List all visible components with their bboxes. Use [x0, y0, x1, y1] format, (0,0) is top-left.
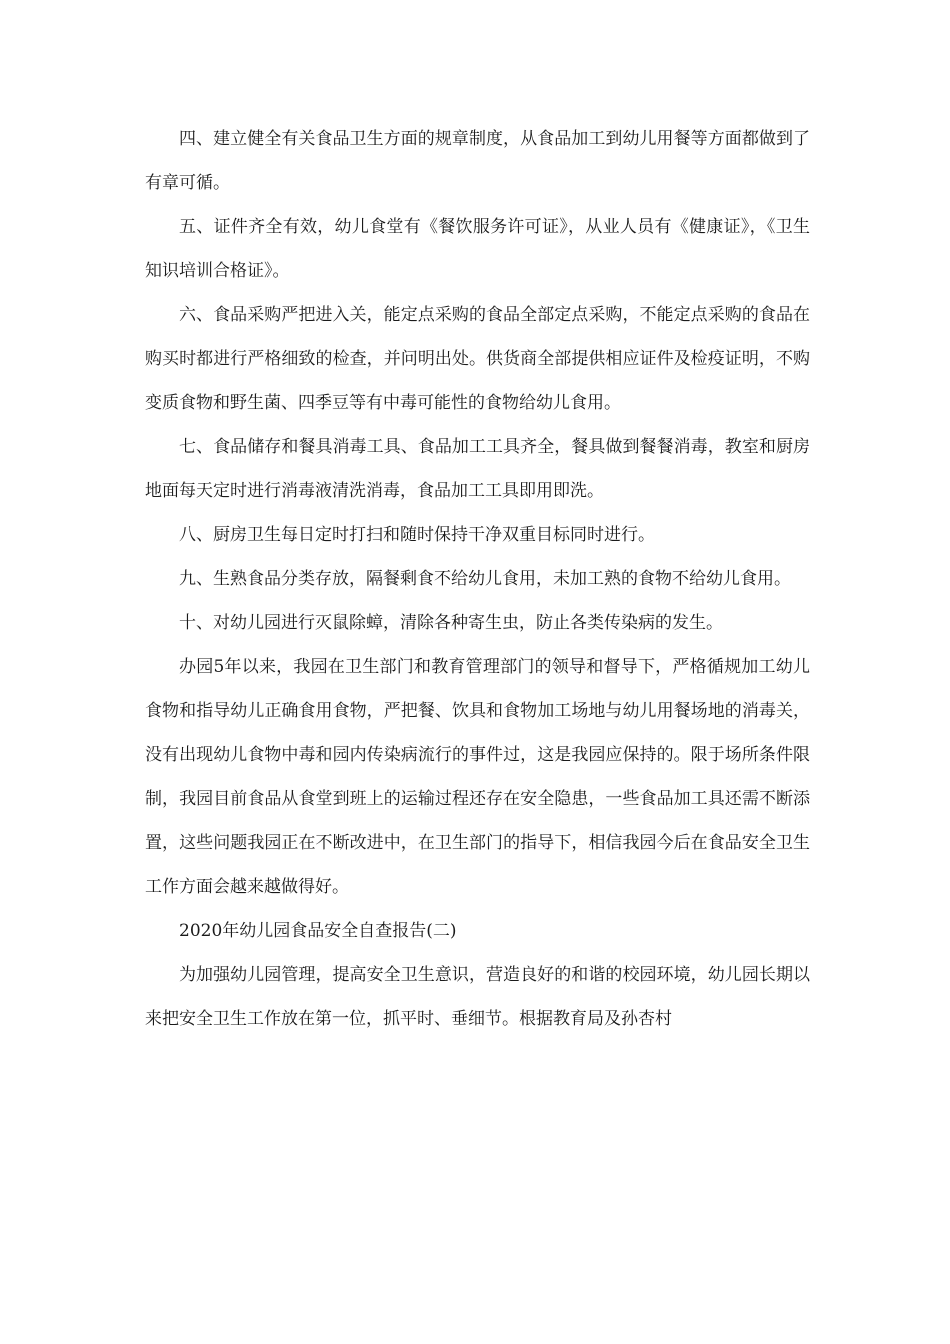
paragraph-rule-7: 七、食品储存和餐具消毒工具、食品加工工具齐全，餐具做到餐餐消毒，教室和厨房地面每天定时进行消毒液清洗消毒，食品加工工具即用即洗。 [145, 437, 810, 501]
section-heading-report-2: 2020年幼儿园食品安全自查报告(二) [179, 921, 457, 941]
paragraph-rule-9: 九、生熟食品分类存放，隔餐剩食不给幼儿食用，未加工熟的食物不给幼儿食用。 [179, 569, 791, 589]
paragraph-rule-10: 十、对幼儿园进行灭鼠除蟑，清除各种寄生虫，防止各类传染病的发生。 [179, 613, 723, 633]
paragraph-intro-report-2: 为加强幼儿园管理，提高安全卫生意识，营造良好的和谐的校园环境，幼儿园长期以来把安全卫生工作放在第一位，抓平时、垂细节。根据教育局及孙杏村 [145, 965, 810, 1029]
paragraph-rule-8: 八、厨房卫生每日定时打扫和随时保持干净双重目标同时进行。 [179, 525, 655, 545]
paragraph-rule-4: 四、建立健全有关食品卫生方面的规章制度，从食品加工到幼儿用餐等方面都做到了有章可循。 [145, 129, 810, 193]
paragraph-rule-5: 五、证件齐全有效，幼儿食堂有《餐饮服务许可证》，从业人员有《健康证》，《卫生知识培训合格证》。 [145, 217, 810, 281]
document-body [145, 117, 810, 1041]
paragraph-rule-6: 六、食品采购严把进入关，能定点采购的食品全部定点采购，不能定点采购的食品在购买时都进行严格细致的检查，并问明出处。供货商全部提供相应证件及检疫证明，不购变质食物和野生菌、四季豆等有中毒可能性的食物给幼儿食用。 [145, 305, 810, 413]
paragraph-summary: 办园5年以来，我园在卫生部门和教育管理部门的领导和督导下，严格循规加工幼儿食物和指导幼儿正确食用食物，严把餐、饮具和食物加工场地与幼儿用餐场地的消毒关，没有出现幼儿食物中毒和园内传染病流行的事件过，这是我园应保持的。限于场所条件限制，我园目前食品从食堂到班上的运输过程还存在安全隐患，一些食品加工具还需不断添置，这些问题我园正在不断改进中，在卫生部门的指导下，相信我园今后在食品安全卫生工作方面会越来越做得好。 [145, 657, 810, 897]
